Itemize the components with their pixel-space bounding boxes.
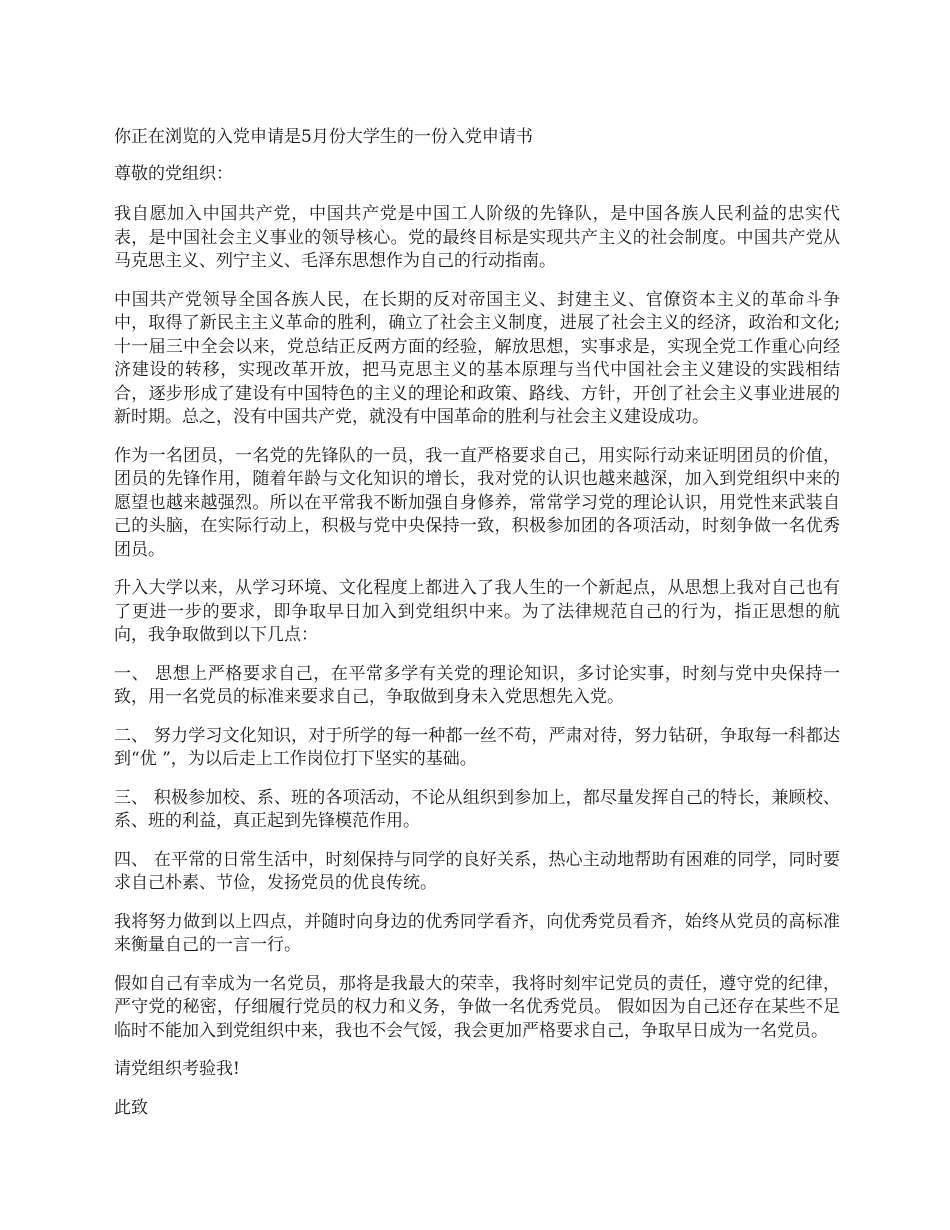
document-title: 你正在浏览的入党申请是5月份大学生的一份入党申请书: [114, 127, 533, 147]
list-item-3: 三、 积极参加校、系、班的各项活动，不论从组织到参加上，都尽量发挥自己的特长，兼顾校、系、班的利益，真正起到先锋模范作用。: [114, 787, 840, 831]
paragraph-league-member: 作为一名团员，一名党的先锋队的一员，我一直严格要求自己，用实际行动来证明团员的价值，团员的先锋作用，随着年龄与文化知识的增长，我对党的认识也越来越深，加入到党组织中来的愿望也越来越强烈。所以在平常我不断加强自身修养，常常学习党的理论认识，用党性来武装自己的头脑，在实际行动上，积极与党中央保持一致，积极参加团的各项活动，时刻争做一名优秀团员。: [114, 445, 840, 560]
list-item-4: 四、 在平常的日常生活中，时刻保持与同学的良好关系，热心主动地帮助有困难的同学，同时要求自己朴素、节俭，发扬党员的优良传统。: [114, 849, 840, 893]
paragraph-aspiration: 假如自己有幸成为一名党员，那将是我最大的荣幸，我将时刻牢记党员的责任，遵守党的纪律，严守党的秘密，仔细履行党员的权力和义务，争做一名优秀党员。 假如因为自己还存在某些不足临时不能加入到党组织中来，我也不会气馁，我会更加严格要求自己，争取早日成为一名党员。: [114, 973, 840, 1041]
document-page: [114, 126, 840, 1135]
list-item-2: 二、 努力学习文化知识，对于所学的每一种都一丝不苟，严肃对待，努力钻研，争取每一科都达到“优 ”，为以后走上工作岗位打下坚实的基础。: [114, 725, 840, 769]
paragraph-history: 中国共产党领导全国各族人民，在长期的反对帝国主义、封建主义、官僚资本主义的革命斗争中，取得了新民主主义革命的胜利，确立了社会主义制度，进展了社会主义的经济，政治和文化;十一届三中全会以来，党总结正反两方面的经验，解放思想，实事求是，实现全党工作重心向经济建设的转移，实现改革开放，把马克思主义的基本原理与当代中国社会主义建设的实践相结合，逐步形成了建设有中国特色的主义的理论和政策、路线、方针，开创了社会主义事业进展的新时期。总之，没有中国共产党，就没有中国革命的胜利与社会主义建设成功。: [114, 289, 840, 427]
list-item-1: 一、 思想上严格要求自己，在平常多学有关党的理论知识，多讨论实事，时刻与党中央保持一致，用一名党员的标准来要求自己，争取做到身未入党思想先入党。: [114, 663, 840, 707]
paragraph-university: 升入大学以来，从学习环境、文化程度上都进入了我人生的一个新起点，从思想上我对自己也有了更进一步的要求，即争取早日加入到党组织中来。为了法律规范自己的行为，指正思想的航向，我争取做到以下几点：: [114, 578, 840, 645]
paragraph-intro: 我自愿加入中国共产党，中国共产党是中国工人阶级的先锋队，是中国各族人民利益的忠实代表，是中国社会主义事业的领导核心。党的最终目标是实现共产主义的社会制度。中国共产党从马克思主义、列宁主义、毛泽东思想作为自己的行动指南。: [114, 204, 840, 271]
salutation: 尊敬的党组织：: [114, 163, 233, 184]
paragraph-request: 请党组织考验我!: [114, 1059, 240, 1079]
paragraph-commitment: 我将努力做到以上四点，并随时向身边的优秀同学看齐，向优秀党员看齐，始终从党员的高标准来衡量自己的一言一行。: [114, 911, 840, 955]
closing: 此致: [114, 1097, 148, 1118]
